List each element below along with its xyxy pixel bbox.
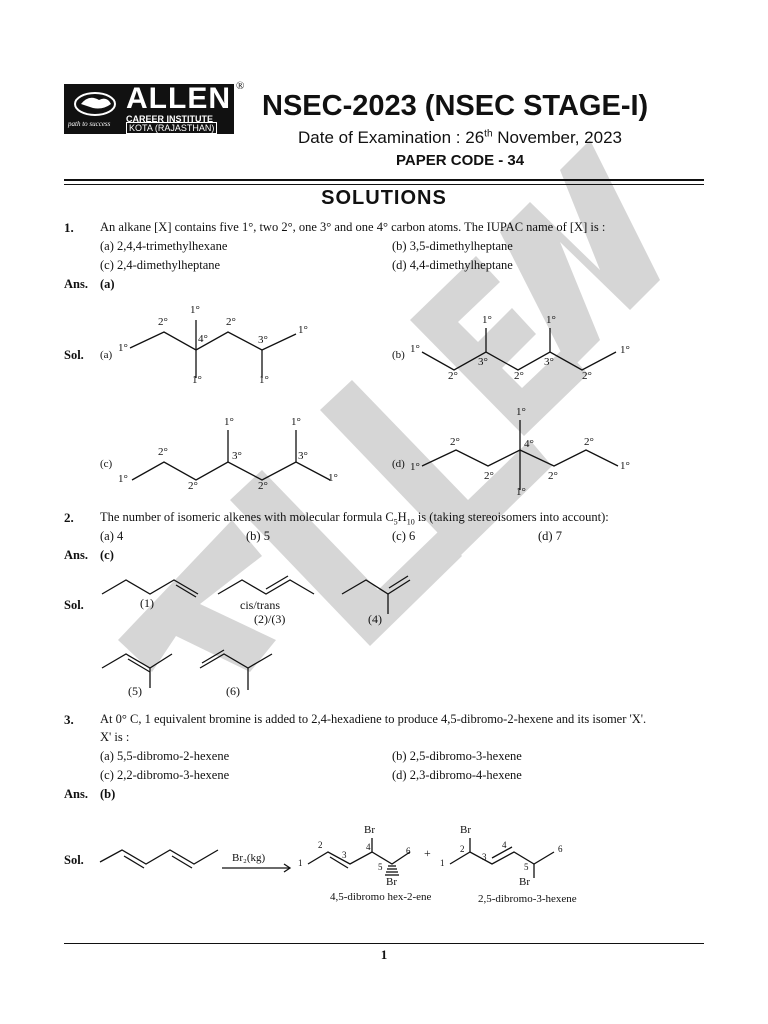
solution-label: Sol. — [64, 853, 84, 867]
logo-subtitle: CAREER INSTITUTE — [126, 114, 214, 124]
answer-value: (c) — [100, 548, 114, 562]
product-1 — [308, 852, 410, 864]
question-text: The number of isomeric alkenes with molecular formula $C_5H_{10}$ is (taking stereoisomers into account): — [100, 510, 609, 527]
sol-part-d: (d) — [392, 458, 405, 470]
hashed-bond — [385, 866, 399, 875]
answer-label: Ans. — [64, 548, 88, 562]
answer-value: (b) — [100, 787, 116, 801]
deg-label: 2° — [226, 316, 236, 328]
deg-label: 1° — [192, 374, 202, 386]
option-a: (a) 4 — [100, 529, 124, 543]
deg-label: 1° — [482, 314, 492, 326]
plus-sign: + — [424, 846, 431, 860]
deg-label: 2° — [484, 470, 494, 482]
bromine-label: Br — [460, 824, 471, 836]
deg-label: 1° — [259, 374, 269, 386]
deg-label: 2° — [158, 316, 168, 328]
deg-label: 1° — [118, 473, 128, 485]
carbon-number: 6 — [558, 844, 563, 854]
sol-part-b: (b) — [392, 349, 405, 361]
answer-label: Ans. — [64, 277, 88, 291]
deg-label: 2° — [582, 370, 592, 382]
deg-label: 4° — [524, 438, 534, 450]
question-number: 1. — [64, 220, 74, 235]
option-d: (d) 4,4-dimethylheptane — [392, 258, 513, 272]
exam-date: Date of Examination : 26th November, 2023 — [298, 128, 622, 147]
isomer-label: (5) — [128, 684, 142, 698]
carbon-number: 4 — [366, 842, 371, 852]
deg-label: 1° — [410, 461, 420, 473]
logo-name: ALLEN — [126, 82, 231, 115]
reagent-label: Br₂(kg) — [232, 852, 266, 864]
deg-label: 1° — [546, 314, 556, 326]
question-number: 3. — [64, 712, 74, 727]
deg-label: 2° — [188, 480, 198, 492]
deg-label: 2° — [448, 370, 458, 382]
question-text-line1: At 0° C, 1 equivalent bromine is added to 2,4-hexadiene to produce 4,5-dibromo-2-hexene and its isomer 'X'. — [100, 712, 647, 726]
deg-label: 2° — [258, 480, 268, 492]
isomer-label: (2)/(3) — [254, 612, 286, 626]
reactant-diene — [100, 850, 218, 864]
registered-mark: ® — [236, 80, 245, 92]
deg-label: 3° — [232, 450, 242, 462]
deg-label: 1° — [620, 344, 630, 356]
deg-label: 2° — [450, 436, 460, 448]
deg-label: 1° — [516, 486, 526, 498]
bromine-label: Br — [519, 876, 530, 888]
deg-label: 1° — [328, 472, 338, 484]
carbon-number: 4 — [502, 840, 507, 850]
isomer-label: cis/trans — [240, 598, 280, 612]
deg-label: 1° — [516, 406, 526, 418]
deg-label: 1° — [298, 324, 308, 336]
page-number: 1 — [380, 947, 388, 962]
deg-label: 2° — [548, 470, 558, 482]
carbon-number: 3 — [342, 850, 347, 860]
deg-label: 3° — [298, 450, 308, 462]
sol-part-a: (a) — [100, 349, 113, 361]
answer-label: Ans. — [64, 787, 88, 801]
deg-label: 1° — [190, 304, 200, 316]
answer-value: (a) — [100, 277, 115, 291]
deg-label: 1° — [291, 416, 301, 428]
option-c: (c) 2,2-dibromo-3-hexene — [100, 768, 230, 782]
option-d: (d) 7 — [538, 529, 562, 543]
product-name-1: 4,5-dibromo hex-2-ene — [330, 891, 432, 903]
product-name-2: 2,5-dibromo-3-hexene — [478, 893, 577, 905]
carbon-number: 5 — [378, 862, 383, 872]
option-c: (c) 2,4-dimethylheptane — [100, 258, 221, 272]
deg-label: 3° — [544, 356, 554, 368]
carbon-number: 3 — [482, 852, 487, 862]
carbon-number: 1 — [298, 858, 303, 868]
deg-label: 4° — [198, 333, 208, 345]
page-title: NSEC-2023 (NSEC STAGE-I) — [262, 90, 649, 122]
carbon-number: 2 — [318, 840, 323, 850]
question-text: An alkane [X] contains five 1°, two 2°, one 3° and one 4° carbon atoms. The IUPAC name of [X] is : — [100, 220, 606, 234]
question-text-line2: X' is : — [100, 730, 130, 744]
bromine-label: Br — [364, 824, 375, 836]
question-number: 2. — [64, 510, 74, 525]
deg-label: 2° — [158, 446, 168, 458]
deg-label: 1° — [620, 460, 630, 472]
deg-label: 2° — [514, 370, 524, 382]
paper-code: PAPER CODE - 34 — [396, 152, 525, 169]
option-c: (c) 6 — [392, 529, 416, 543]
bromine-label: Br — [386, 876, 397, 888]
option-a: (a) 2,4,4-trimethylhexane — [100, 239, 228, 253]
deg-label: 3° — [258, 334, 268, 346]
solution-label: Sol. — [64, 598, 84, 612]
option-d: (d) 2,3-dibromo-4-hexene — [392, 768, 522, 782]
carbon-number: 2 — [460, 844, 465, 854]
logo-tagline: path to success — [68, 120, 111, 128]
isomer-label: (6) — [226, 684, 240, 698]
isomer-label: (1) — [140, 596, 154, 610]
isomer-label: (4) — [368, 612, 382, 626]
option-b: (b) 2,5-dibromo-3-hexene — [392, 749, 522, 763]
carbon-number: 5 — [524, 862, 529, 872]
option-b: (b) 5 — [246, 529, 270, 543]
carbon-number: 1 — [440, 858, 445, 868]
deg-label: 1° — [410, 343, 420, 355]
footer-rule — [64, 943, 704, 944]
deg-label: 1° — [224, 416, 234, 428]
sol-part-c: (c) — [100, 458, 113, 470]
option-a: (a) 5,5-dibromo-2-hexene — [100, 749, 230, 763]
carbon-number: 6 — [406, 846, 411, 856]
solution-label: Sol. — [64, 348, 84, 362]
option-b: (b) 3,5-dimethylheptane — [392, 239, 513, 253]
deg-label: 3° — [478, 356, 488, 368]
deg-label: 2° — [584, 436, 594, 448]
deg-label: 1° — [118, 342, 128, 354]
logo-city: KOTA (RAJASTHAN) — [126, 122, 217, 134]
solutions-heading: SOLUTIONS — [321, 187, 447, 209]
product-2 — [450, 852, 554, 864]
